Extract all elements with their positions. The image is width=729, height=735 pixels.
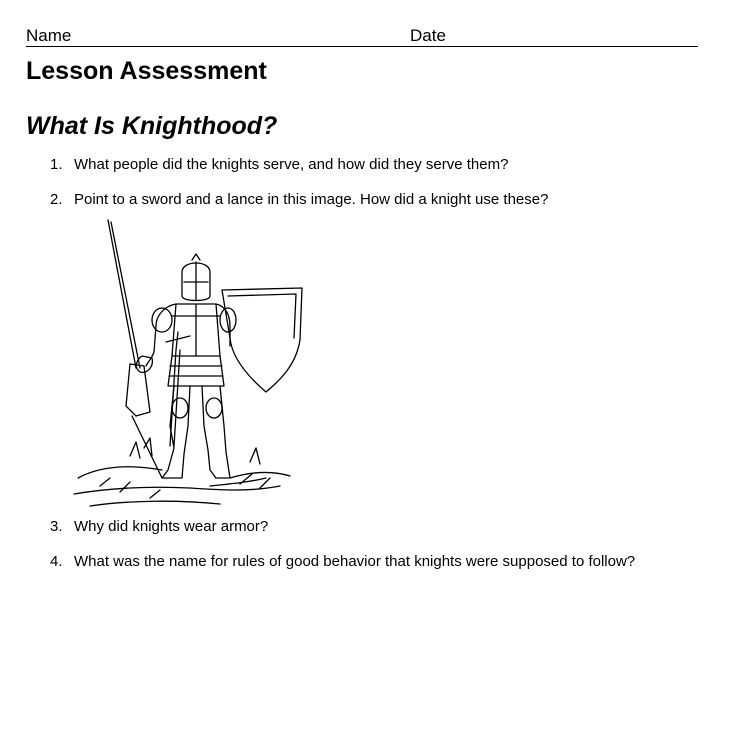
- date-label: Date: [410, 26, 446, 45]
- question-2: [50, 191, 548, 209]
- question-text: What was the name for rules of good behavior that knights were supposed to follow?: [74, 553, 636, 570]
- question-text: Why did knights wear armor?: [74, 518, 269, 535]
- question-number: 1.: [50, 156, 63, 173]
- question-number: 2.: [50, 191, 63, 208]
- question-text: What people did the knights serve, and how did they serve them?: [74, 156, 509, 173]
- question-number: 4.: [50, 553, 63, 570]
- name-label: Name: [26, 26, 72, 45]
- page-title: Lesson Assessment: [26, 57, 267, 85]
- question-1: [50, 156, 508, 174]
- question-4: [50, 553, 635, 571]
- question-text: Point to a sword and a lance in this image. How did a knight use these?: [74, 191, 549, 208]
- section-title: What Is Knighthood?: [26, 112, 278, 140]
- question-number: 3.: [50, 518, 63, 535]
- name-date-line: [26, 26, 698, 47]
- knight-illustration: [70, 216, 310, 514]
- question-3: [50, 518, 268, 536]
